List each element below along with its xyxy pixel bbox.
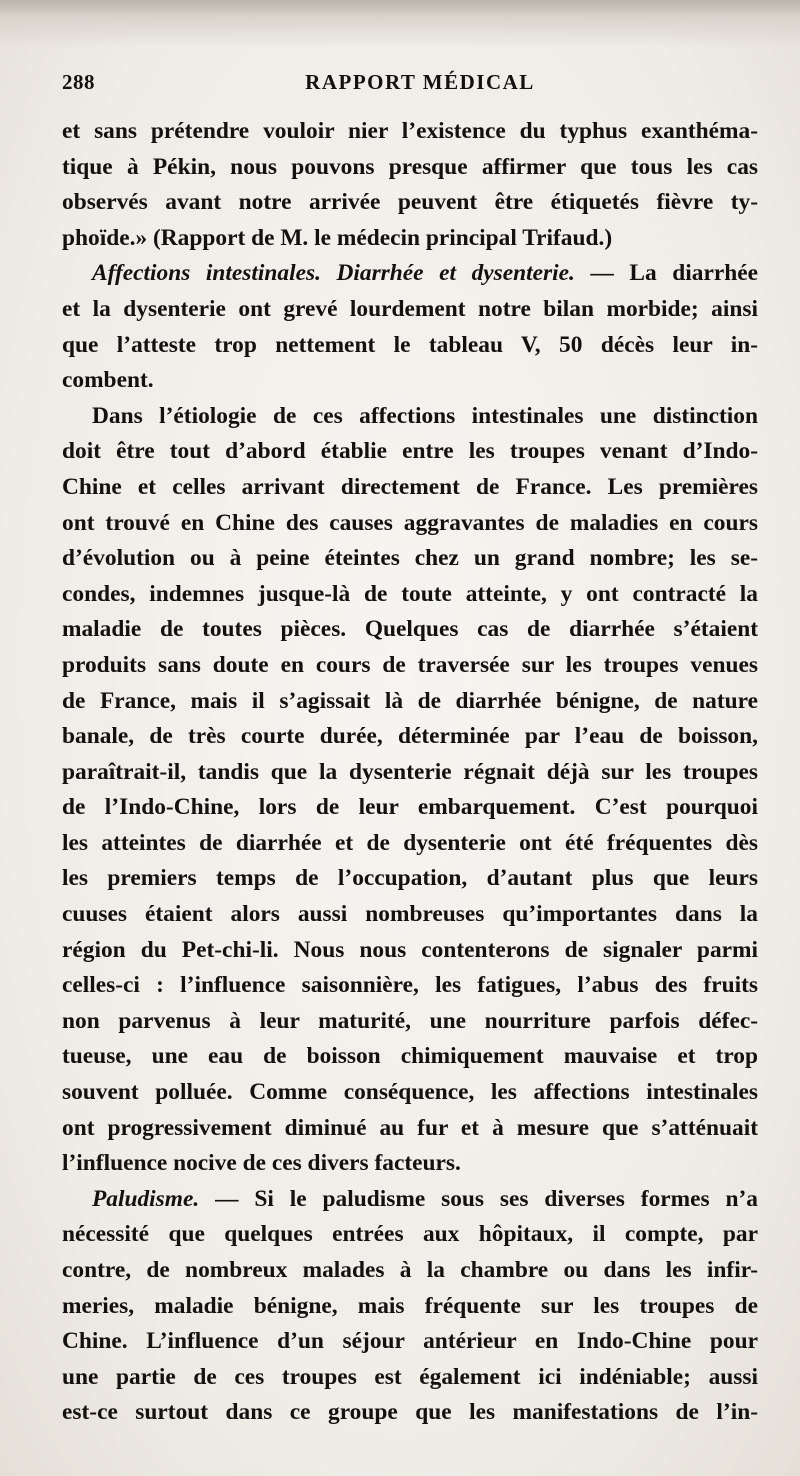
text-line bbox=[62, 185, 758, 221]
line-text: nécessité que quelques entrées aux hôpitaux, il compte, par bbox=[62, 1221, 758, 1248]
text-line bbox=[62, 790, 758, 826]
text-line bbox=[62, 328, 758, 364]
line-text: combent. bbox=[62, 367, 154, 394]
page-header bbox=[62, 70, 738, 104]
line-text: maladie de toutes pièces. Quelques cas de diarrhée s’étaient bbox=[62, 616, 758, 643]
text-line bbox=[62, 1004, 758, 1040]
text-line bbox=[62, 256, 758, 292]
text-line bbox=[62, 826, 758, 862]
text-line bbox=[62, 1253, 758, 1289]
line-text: produits sans doute en cours de traversée sur les troupes venues bbox=[62, 651, 758, 678]
text-line bbox=[62, 150, 758, 186]
text-line bbox=[62, 933, 758, 969]
line-text: contre, de nombreux malades à la chambre ou dans les infir- bbox=[62, 1257, 758, 1283]
text-line bbox=[62, 506, 758, 542]
text-line bbox=[62, 1289, 758, 1325]
text-line bbox=[62, 434, 758, 470]
text-line bbox=[62, 1324, 758, 1360]
text-line bbox=[62, 648, 758, 684]
page-number: 288 bbox=[62, 70, 95, 94]
text-line bbox=[62, 292, 758, 328]
text-line bbox=[62, 719, 758, 755]
line-text: celles-ci : l’influence saisonnière, les fatigues, l’abus des fruits bbox=[62, 972, 758, 999]
line-text: ont trouvé en Chine des causes aggravantes de maladies en cours bbox=[62, 509, 758, 536]
text-line bbox=[62, 1360, 758, 1396]
text-line bbox=[62, 1146, 758, 1182]
text-line bbox=[62, 1217, 758, 1253]
line-text: région du Pet-chi-li. Nous nous contenterons de signaler parmi bbox=[62, 936, 758, 963]
text-line bbox=[62, 861, 758, 897]
line-text: tueuse, une eau de boisson chimiquement mauvaise et trop bbox=[62, 1043, 758, 1070]
text-line bbox=[62, 470, 758, 506]
line-text: et sans prétendre vouloir nier l’existence du typhus exanthéma- bbox=[62, 118, 758, 144]
line-text: les premiers temps de l’occupation, d’autant plus que leurs bbox=[62, 865, 758, 892]
line-text: tique à Pékin, nous pouvons presque affirmer que tous les cas bbox=[62, 153, 758, 180]
line-text: observés avant notre arrivée peuvent être étiquetés fièvre ty- bbox=[62, 189, 758, 216]
line-text: les atteintes de diarrhée et de dysenterie ont été fréquentes dès bbox=[62, 829, 758, 856]
line-text: l’influence nocive de ces divers facteurs. bbox=[62, 1150, 461, 1177]
line-text: doit être tout d’abord établie entre les troupes venant d’Indo- bbox=[62, 438, 758, 465]
line-text: paraîtrait-il, tandis que la dysenterie régnait déjà sur les troupes bbox=[62, 758, 758, 785]
text-line bbox=[62, 684, 758, 720]
line-text: banale, de très courte durée, déterminée par l’eau de boisson, bbox=[62, 723, 758, 750]
text-line bbox=[62, 968, 758, 1004]
line-text: de l’Indo-Chine, lors de leur embarquement. C’est pourquoi bbox=[62, 794, 758, 821]
line-text: une partie de ces troupes est également ici indéniable; aussi bbox=[62, 1363, 758, 1390]
line-text: de France, mais il s’agissait là de diarrhée bénigne, de nature bbox=[62, 687, 758, 714]
text-line bbox=[62, 1111, 758, 1147]
line-text: cuuses étaient alors aussi nombreuses qu’importantes dans la bbox=[62, 901, 758, 928]
text-line bbox=[62, 1075, 758, 1111]
text-line bbox=[62, 1039, 758, 1075]
text-line bbox=[62, 114, 758, 150]
text-line bbox=[62, 399, 758, 435]
line-text: — Si le paludisme sous ses diverses formes n’a bbox=[199, 1185, 758, 1212]
line-text: Chine. L’influence d’un séjour antérieur en Indo-Chine pour bbox=[62, 1328, 758, 1355]
section-heading: Paludisme. bbox=[92, 1185, 200, 1212]
text-line bbox=[62, 363, 758, 399]
running-title: RAPPORT MÉDICAL bbox=[305, 70, 535, 94]
line-text: est-ce surtout dans ce groupe que les manifestations de l’in- bbox=[62, 1399, 758, 1426]
line-text: ont progressivement diminué au fur et à mesure que s’atténuait bbox=[62, 1114, 758, 1141]
section-heading: Affections intestinales. Diarrhée et dysenterie. bbox=[92, 260, 575, 287]
line-text: et la dysenterie ont grevé lourdement notre bilan morbide; ainsi bbox=[62, 295, 758, 322]
line-text: Chine et celles arrivant directement de France. Les premières bbox=[62, 473, 758, 500]
text-line bbox=[62, 612, 758, 648]
line-text: souvent polluée. Comme conséquence, les affections intestinales bbox=[62, 1079, 758, 1106]
text-line bbox=[62, 897, 758, 933]
text-line bbox=[62, 577, 758, 613]
line-text: meries, maladie bénigne, mais fréquente sur les troupes de bbox=[62, 1292, 758, 1319]
line-text: phoïde.» (Rapport de M. le médecin principal Trifaud.) bbox=[62, 224, 613, 251]
text-line bbox=[62, 1395, 758, 1431]
text-line bbox=[62, 755, 758, 791]
text-line bbox=[62, 541, 758, 577]
body-text bbox=[62, 114, 758, 1431]
line-text: d’évolution ou à peine éteintes chez un grand nombre; les se- bbox=[62, 545, 758, 572]
line-text: condes, indemnes jusque-là de toute atteinte, y ont contracté la bbox=[62, 580, 758, 607]
page-shadow-edge bbox=[0, 0, 800, 48]
line-text: non parvenus à leur maturité, une nourriture parfois défec- bbox=[62, 1007, 758, 1034]
line-text: Dans l’étiologie de ces affections intestinales une distinction bbox=[92, 402, 758, 429]
line-text: — La diarrhée bbox=[574, 260, 758, 287]
text-line bbox=[62, 221, 758, 257]
text-line bbox=[62, 1182, 758, 1218]
line-text: que l’atteste trop nettement le tableau V, 50 décès leur in- bbox=[62, 331, 758, 358]
